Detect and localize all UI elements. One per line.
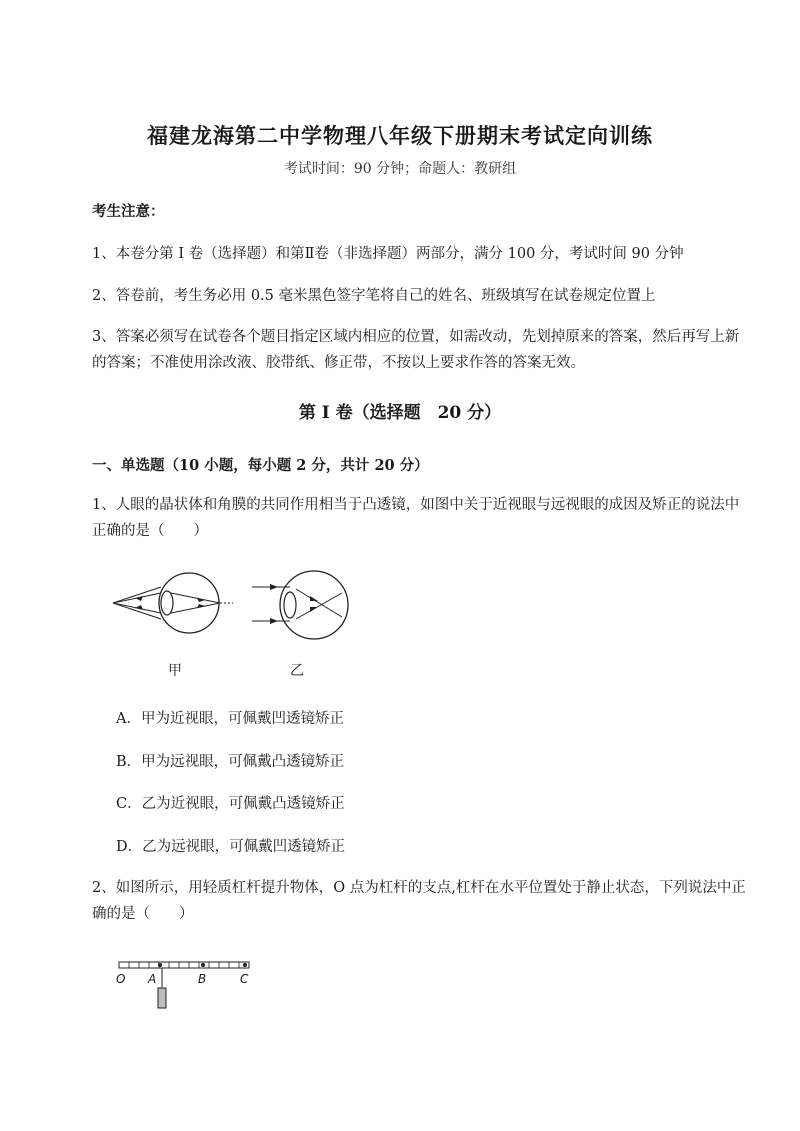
lever-diagram: [115, 958, 255, 1013]
notice-item-3: 3、答案必须写在试卷各个题目指定区域内相应的位置，如需改动，先划掉原来的答案，然后再写上新的答案；不准使用涂改液、胶带纸、修正带，不按以上要求作答的答案无效。: [92, 329, 740, 371]
notice-item-1: 1、本卷分第 I 卷（选择题）和第Ⅱ卷（非选择题）两部分，满分 100 分，考试时间 90 分钟: [92, 246, 684, 262]
part-title: 一、单选题（10 小题，每小题 2 分，共计 20 分）: [92, 457, 429, 474]
lever-label-o: O: [116, 972, 126, 986]
question-1-option-c[interactable]: C．乙为近视眼，可佩戴凸透镜矫正: [116, 796, 345, 812]
page-subtitle: 考试时间：90 分钟；命题人：教研组: [283, 161, 517, 177]
section-title: 第 I 卷（选择题 20 分）: [298, 403, 502, 423]
notice-item-2: 2、答卷前，考生务必用 0.5 毫米黑色签字笔将自己的姓名、班级填写在试卷规定位置上: [92, 288, 656, 304]
question-1-option-d[interactable]: D．乙为远视眼，可佩戴凹透镜矫正: [116, 839, 346, 855]
question-1-option-b[interactable]: B．甲为远视眼，可佩戴凸透镜矫正: [116, 754, 345, 770]
figure-label-jia: 甲: [168, 663, 182, 679]
figure-label-yi: 乙: [290, 663, 304, 679]
lever-label-c: C: [240, 972, 249, 986]
notice-heading: 考生注意：: [92, 203, 165, 220]
eye-diagram-yi: [250, 565, 360, 645]
lever-label-b: B: [198, 972, 207, 986]
lever-label-a: A: [148, 972, 157, 986]
page-title: 福建龙海第二中学物理八年级下册期末考试定向训练: [147, 123, 653, 148]
eye-diagram-jia: [105, 565, 235, 645]
question-1-text: 1、人眼的晶状体和角膜的共同作用相当于凸透镜，如图中关于近视眼与远视眼的成因及矫正的说法中正确的是（ ）: [92, 497, 740, 539]
question-1-option-a[interactable]: A．甲为近视眼，可佩戴凹透镜矫正: [116, 711, 344, 727]
question-2-text: 2、如图所示，用轻质杠杆提升物体，O 点为杠杆的支点,杠杆在水平位置处于静止状态，下列说法中正确的是（ ）: [92, 880, 746, 922]
